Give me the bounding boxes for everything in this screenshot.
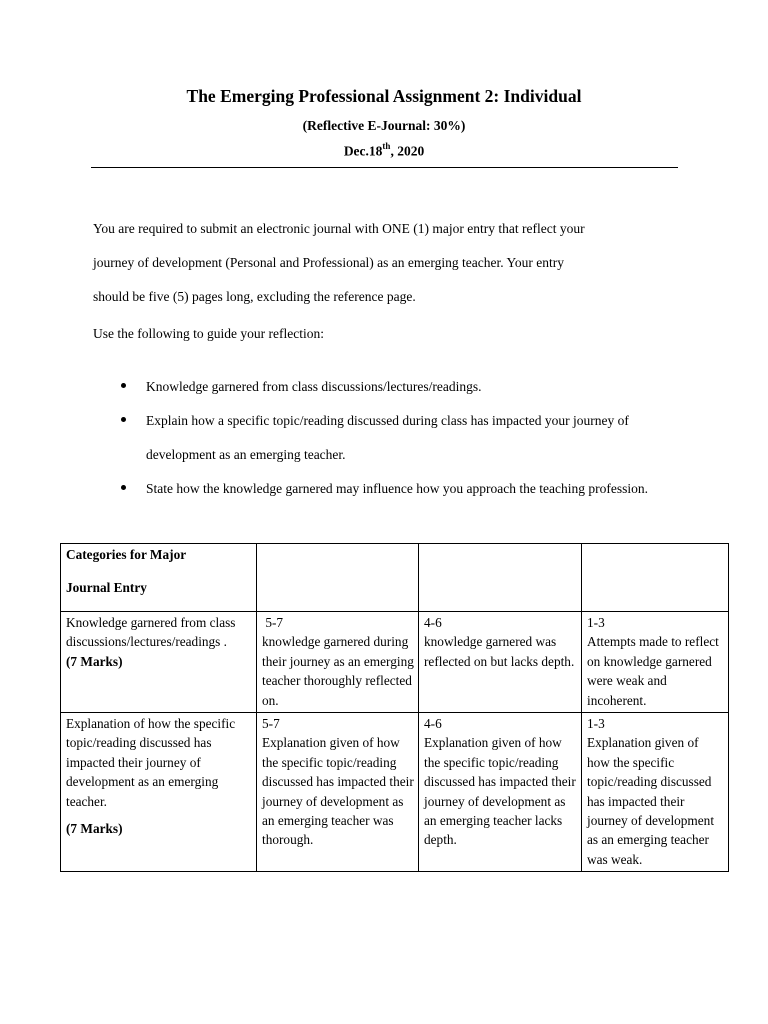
guide-bullet-item [118,404,678,472]
date-suffix: , 2020 [390,143,425,159]
bullet-icon [121,417,126,422]
bullet-icon [121,485,126,490]
rubric-row [61,612,729,713]
score-description: Explanation given of how the specific topic/reading discussed has impacted their journey of development as an emerging teacher lacks depth. [424,735,576,848]
score-range: 5-7 [262,716,280,732]
bullet-icon [121,383,126,388]
guide-bullet-item [118,370,678,404]
rubric-category-cell [61,713,257,872]
intro-line: You are required to submit an electronic journal with ONE (1) major entry that reflect your [93,221,585,236]
rubric-row [61,713,729,872]
score-range: 1-3 [587,615,605,630]
bullet-text: State how the knowledge garnered may influence how you approach the teaching profession. [146,481,648,496]
marks-label: (7 Marks) [66,653,123,669]
score-range: 5-7 [262,615,284,630]
rubric-score-cell [582,713,729,872]
date-prefix: Dec.18 [343,143,383,159]
rubric-score-cell [257,713,419,872]
bullet-text: Knowledge garnered from class discussions/lectures/readings. [146,379,482,394]
rubric-header-empty [582,544,729,612]
date-superscript: th [382,141,391,151]
rubric-category-cell [61,612,257,713]
score-range: 1-3 [587,716,605,732]
score-description: Explanation given of how the specific topic/reading discussed has impacted their journey of development as an emerging teacher was thorough. [262,735,414,848]
intro-line: journey of development (Personal and Professional) as an emerging teacher. Your entry [93,255,565,270]
guide-bullet-list [118,370,678,506]
guide-bullet-item [118,472,678,506]
score-description: knowledge garnered during their journey as an emerging teacher thoroughly reflected on. [262,634,414,708]
score-description: Explanation given of how the specific topic/reading discussed has impacted their journey of development as an emerging teacher was weak. [587,735,715,867]
category-text: Knowledge garnered from class discussions/lectures/readings . [66,615,236,650]
score-range: 4-6 [424,716,442,732]
rubric-header-empty [257,544,419,612]
rubric-header-category [61,544,257,612]
guide-label: Use the following to guide your reflection: [93,326,324,341]
marks-label: (7 Marks) [66,821,123,837]
rubric-header-empty [419,544,582,612]
bullet-text: Explain how a specific topic/reading discussed during class has impacted your journey of development as an emerging teacher. [146,413,629,462]
document-title: The Emerging Professional Assignment 2: Individual [186,86,582,106]
intro-paragraph [93,212,693,314]
rubric-table [60,543,729,872]
rubric-score-cell [419,612,582,713]
score-range: 4-6 [424,615,442,630]
score-description: Attempts made to reflect on knowledge garnered were weak and incoherent. [587,634,719,708]
intro-line: should be five (5) pages long, excluding the reference page. [93,289,416,304]
document-date [0,142,768,160]
score-description: knowledge garnered was reflected on but lacks depth. [424,634,575,669]
rubric-score-cell [257,612,419,713]
rubric-score-cell [419,713,582,872]
title-divider [91,167,678,168]
rubric-header-row [61,544,729,612]
rubric-score-cell [582,612,729,713]
document-subtitle: (Reflective E-Journal: 30%) [302,118,466,133]
header-line: Journal Entry [66,580,147,596]
header-line: Categories for Major [66,547,187,562]
category-text: Explanation of how the specific topic/reading discussed has impacted their journey of development as an emerging teacher. [66,716,236,809]
